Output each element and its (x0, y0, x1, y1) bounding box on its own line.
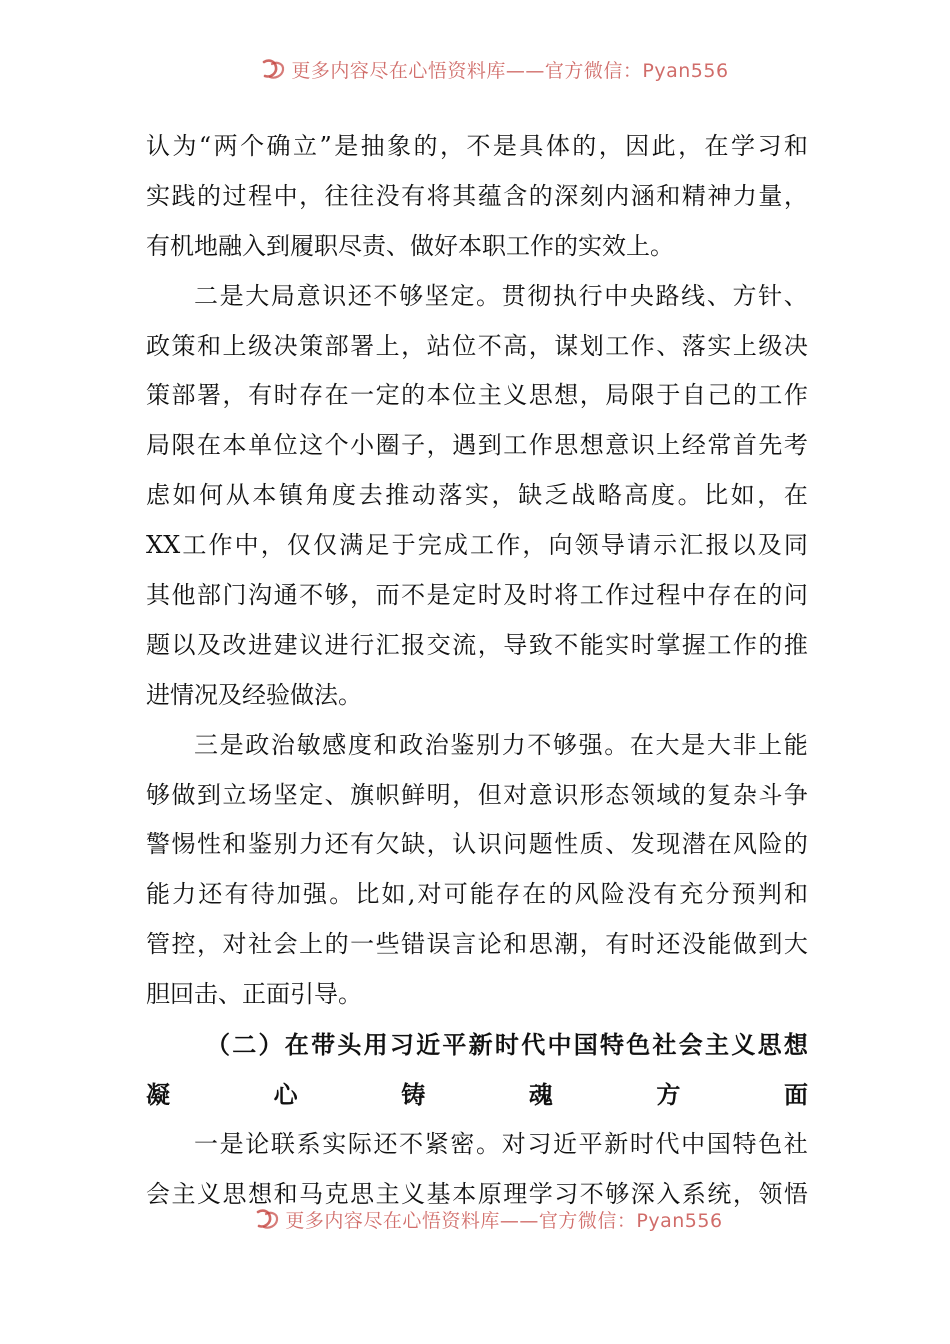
paragraph-line: 政 策 和 上 级 决 策 部 署 上 ， 站 位 不 高 ， 谋 划 工 作 、 落 实 上 级 决 (146, 331, 808, 360)
paragraph-line: 虑 如 何 从 本 镇 角 度 去 推 动 落 实 ， 缺 乏 战 略 高 度 。 比 如 ， 在 (146, 481, 808, 510)
paragraph-line: 实 践 的 过 程 中 ， 往 往 没 有 将 其 蕴 含 的 深 刻 内 涵 和 精 神 力 量 ， (146, 181, 808, 210)
paragraph-line: 警 惕 性 和 鉴 别 力 还 有 欠 缺 ， 认 识 问 题 性 质 、 发 现 潜 在 风 险 的 (146, 830, 808, 859)
paragraph-line: 其 他 部 门 沟 通 不 够 ， 而 不 是 定 时 及 时 将 工 作 过 程 中 存 在 的 问 (146, 581, 808, 610)
paragraph-line: 题 以 及 改 进 建 议 进 行 汇 报 交 流 ， 导 致 不 能 实 时 掌 握 工 作 的 推 (146, 630, 808, 659)
footer-watermark (0, 1202, 950, 1236)
header-watermark-text: 更多内容尽在心悟资料库——官方微信：Pyan556 (291, 59, 729, 82)
paragraph-line: 胆 回 击 、 正 面 引 导 。 (146, 980, 362, 1009)
paragraph-line: 二 是 大 局 意 识 还 不 够 坚 定 。 贯 彻 执 行 中 央 路 线 、 方 针 、 (194, 281, 808, 310)
paragraph-line: 进 情 况 及 经 验 做 法 。 (146, 680, 362, 709)
paragraph-line: XX 工 作 中 ， 仅 仅 满 足 于 完 成 工 作 ， 向 领 导 请 示 汇 报 以 及 同 (146, 531, 808, 560)
document-body (146, 122, 808, 1220)
paragraph-line: 策 部 署 ， 有 时 存 在 一 定 的 本 位 主 义 思 想 ， 局 限 于 自 己 的 工 作 (146, 381, 808, 410)
paragraph-line: 局 限 在 本 单 位 这 个 小 圈 子 ， 遇 到 工 作 思 想 意 识 上 经 常 首 先 考 (146, 431, 808, 460)
paragraph-line: 够 做 到 立 场 坚 定 、 旗 帜 鲜 明 ， 但 对 意 识 形 态 领 域 的 复 杂 斗 争 (146, 780, 808, 809)
paragraph-line: 有 机 地 融 入 到 履 职 尽 责 、 做 好 本 职 工 作 的 实 效 上 。 (146, 231, 674, 260)
brand-logo-icon (255, 1206, 281, 1232)
footer-watermark-text: 更多内容尽在心悟资料库——官方微信：Pyan556 (285, 1209, 723, 1232)
paragraph-line: 认 为 “ 两 个 确 立 ” 是 抽 象 的 ， 不 是 具 体 的 ， 因 此 ， 在 学 习 和 (146, 132, 808, 160)
paragraph-line: 管 控 ， 对 社 会 上 的 一 些 错 误 言 论 和 思 潮 ， 有 时 还 没 能 做 到 大 (146, 930, 808, 959)
paragraph-line: 会 主 义 思 想 和 马 克 思 主 义 基 本 原 理 学 习 不 够 深 入 系 统 ， 领 悟 (146, 1179, 808, 1208)
paragraph-line: 一 是 论 联 系 实 际 还 不 紧 密 。 对 习 近 平 新 时 代 中 国 特 色 社 (194, 1129, 808, 1158)
section-heading-line: 凝 心 铸 魂 方 面 (146, 1079, 808, 1109)
section-heading-line: （ 二 ） 在 带 头 用 习 近 平 新 时 代 中 国 特 色 社 会 主 义 思 想 (206, 1030, 808, 1060)
header-watermark (0, 52, 950, 86)
paragraph-line: 能 力 还 有 待 加 强 。 比 如 , 对 可 能 存 在 的 风 险 没 有 充 分 预 判 和 (146, 880, 808, 909)
paragraph-line: 三 是 政 治 敏 感 度 和 政 治 鉴 别 力 不 够 强 。 在 大 是 大 非 上 能 (194, 730, 808, 759)
brand-logo-icon (261, 56, 287, 82)
